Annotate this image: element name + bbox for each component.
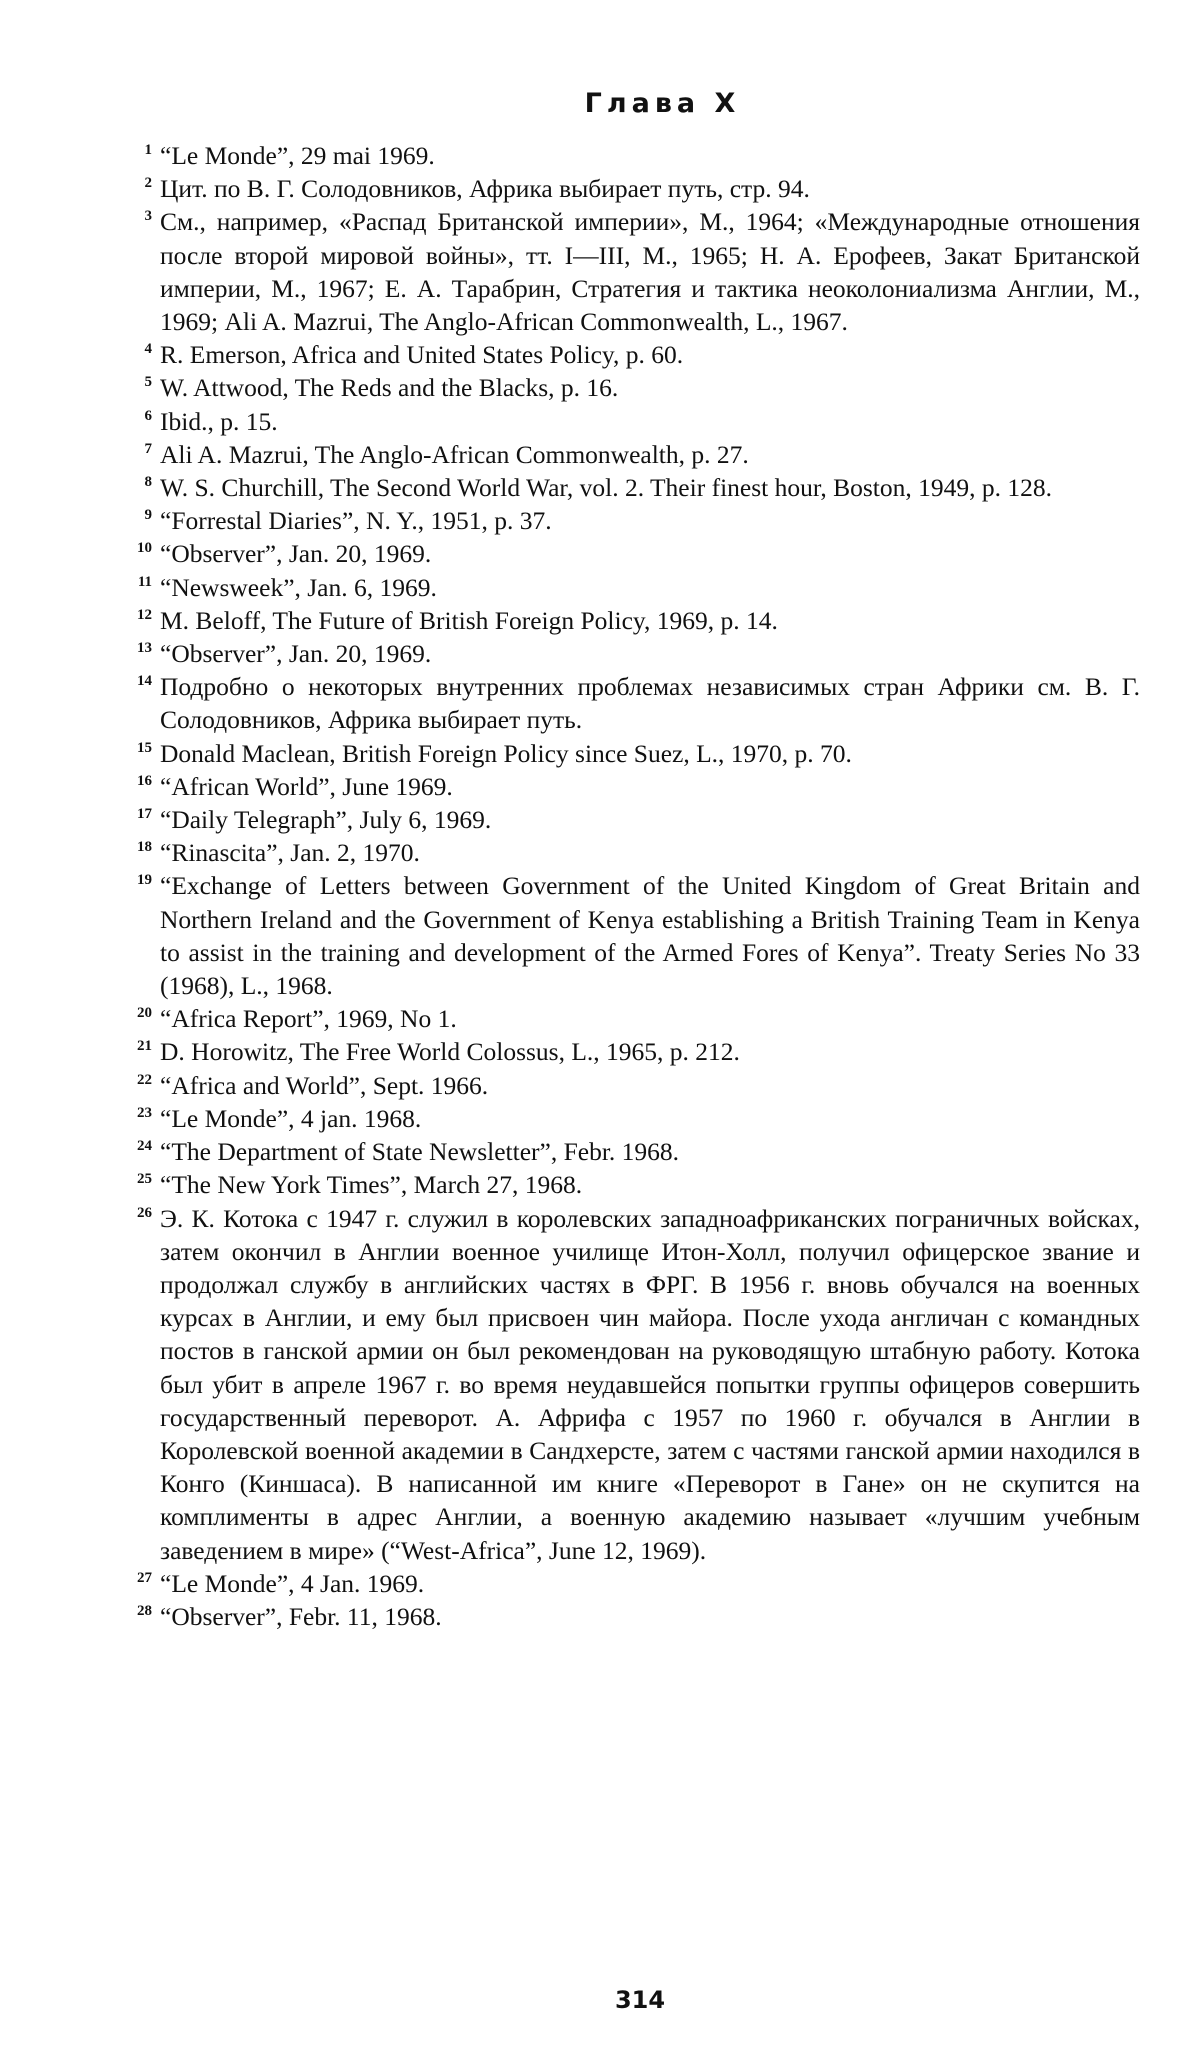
footnote-number: 25 xyxy=(137,1171,152,1188)
footnote xyxy=(137,1135,1140,1168)
footnote-number: 16 xyxy=(137,772,152,789)
footnote xyxy=(137,637,1140,670)
footnote xyxy=(137,869,1140,1002)
footnote xyxy=(137,1600,1140,1633)
footnote-number: 19 xyxy=(137,872,152,889)
footnote-number: 27 xyxy=(137,1569,152,1586)
footnote-number: 6 xyxy=(144,407,152,424)
footnote-text: “The Department of State Newsletter”, Febr. 1968. xyxy=(160,1137,680,1167)
footnote xyxy=(137,1035,1140,1068)
footnote-text: Цит. по В. Г. Солодовников, Африка выбирает путь, стр. 94. xyxy=(160,174,810,204)
footnote-text: См., например, «Распад Британской империи», М., 1964; «Международные отношения после второй мировой войны», тт. I—III, М., 1965; Н. А. Ерофеев, Закат Британской империи, М., 1967; Е. А. Тарабрин, Стратегия и тактика неоколониализма Англии, М., 1969; Ali A. Mazrui, The Anglo-African Commonwealth, L., 1967. xyxy=(160,207,1140,337)
footnote-number: 5 xyxy=(144,374,152,391)
footnote-text: “Daily Telegraph”, July 6, 1969. xyxy=(160,805,492,835)
footnote xyxy=(137,737,1140,770)
footnote xyxy=(137,537,1140,570)
footnote xyxy=(137,1002,1140,1035)
footnote-text: Ali A. Mazrui, The Anglo-African Commonwealth, p. 27. xyxy=(160,439,749,469)
footnote-number: 2 xyxy=(144,175,152,192)
footnote-text: “Africa and World”, Sept. 1966. xyxy=(160,1070,489,1100)
footnote-number: 1 xyxy=(144,142,152,158)
footnote-text: “Le Monde”, 4 Jan. 1969. xyxy=(160,1568,425,1598)
footnote-number: 8 xyxy=(144,474,152,491)
footnote xyxy=(144,371,1140,404)
footnote xyxy=(137,1168,1140,1201)
footnote-number: 17 xyxy=(137,806,152,823)
footnote xyxy=(137,770,1140,803)
footnote-text: “Observer”, Febr. 11, 1968. xyxy=(160,1601,442,1631)
footnote-number: 24 xyxy=(137,1138,152,1155)
footnote xyxy=(137,604,1140,637)
footnote xyxy=(137,670,1140,736)
footnote xyxy=(137,803,1140,836)
page-number: 314 xyxy=(614,1986,666,2014)
footnote-text: “Newsweek”, Jan. 6, 1969. xyxy=(160,572,437,602)
footnote-text: Подробно о некоторых внутренних проблемах независимых стран Африки см. В. Г. Солодовников, Африка выбирает путь. xyxy=(160,672,1140,735)
footnote xyxy=(144,338,1140,371)
footnote-number: 28 xyxy=(137,1602,152,1619)
footnote xyxy=(137,1567,1140,1600)
footnote-text: “Observer”, Jan. 20, 1969. xyxy=(160,539,432,569)
footnote-text: D. Horowitz, The Free World Colossus, L., 1965, p. 212. xyxy=(160,1037,740,1067)
footnote-number: 22 xyxy=(137,1071,152,1088)
footnote xyxy=(144,504,1140,537)
footnote xyxy=(137,1202,1140,1567)
footnote xyxy=(144,139,1140,172)
footnote-number: 14 xyxy=(137,673,152,690)
footnote-number: 4 xyxy=(144,341,152,358)
footnote-text: W. S. Churchill, The Second World War, vol. 2. Their finest hour, Boston, 1949, p. 128. xyxy=(160,473,1052,503)
footnote-text: “Africa Report”, 1969, No 1. xyxy=(160,1004,457,1034)
footnote-number: 13 xyxy=(137,640,152,657)
footnote-text: “Forrestal Diaries”, N. Y., 1951, p. 37. xyxy=(160,506,552,536)
footnote xyxy=(144,205,1140,338)
footnote-text: “Rinascita”, Jan. 2, 1970. xyxy=(160,838,420,868)
footnote-text: W. Attwood, The Reds and the Blacks, p. 16. xyxy=(160,373,619,403)
footnote-text: “African World”, June 1969. xyxy=(160,771,453,801)
footnote-text: Э. К. Котока с 1947 г. служил в королевских западноафриканских пограничных войсках, затем окончил в Англии военное училище Итон-Холл, получил офицерское звание и продолжал службу в английских частях в ФРГ. В 1956 г. вновь обучался на военных курсах в Англии, и ему был присвоен чин майора. После ухода англичан с командных постов в ганской армии он был рекомендован на руководящую штабную работу. Котока был убит в апреле 1967 г. во время неудавшейся попытки группы офицеров совершить государственный переворот. А. Африфа с 1957 по 1960 г. обучался в Англии в Королевской военной академии в Сандхерсте, затем с частями ганской армии находился в Конго (Киншаса). В написанной им книге «Переворот в Гане» он не скупится на комплименты в адрес Англии, а военную академию называет «лучшим учебным заведением в мире» (“West-Africa”, June 12, 1969). xyxy=(160,1203,1140,1565)
footnote xyxy=(144,438,1140,471)
footnote-number: 18 xyxy=(137,839,152,856)
footnote-text: M. Beloff, The Future of British Foreign Policy, 1969, p. 14. xyxy=(160,605,778,635)
footnote-number: 12 xyxy=(137,606,152,623)
footnote-number: 10 xyxy=(137,540,152,557)
footnote-text: “Le Monde”, 4 jan. 1968. xyxy=(160,1103,422,1133)
footnote-text: “Exchange of Letters between Government of the United Kingdom of Great Britain and Northern Ireland and the Government of Kenya establishing a British Training Team in Kenya to assist in the training and development of the Armed Fores of Kenya”. Treaty Series No 33 (1968), L., 1968. xyxy=(160,871,1140,1001)
footnote-number: 21 xyxy=(137,1038,152,1055)
footnote-number: 3 xyxy=(144,208,152,225)
footnote xyxy=(137,571,1140,604)
footnote-text: R. Emerson, Africa and United States Policy, p. 60. xyxy=(160,340,684,370)
footnote-number: 15 xyxy=(137,739,152,756)
footnote xyxy=(137,836,1140,869)
footnote-number: 11 xyxy=(137,573,152,590)
footnote xyxy=(144,471,1140,504)
footnote-list xyxy=(137,139,1140,1633)
footnote-number: 23 xyxy=(137,1104,152,1121)
page xyxy=(137,88,1140,2014)
footnote-text: Ibid., p. 15. xyxy=(160,406,278,436)
footnote-text: “Le Monde”, 29 mai 1969. xyxy=(160,141,435,170)
footnote-text: “The New York Times”, March 27, 1968. xyxy=(160,1170,583,1200)
footnote xyxy=(137,1069,1140,1102)
footnote-text: Donald Maclean, British Foreign Policy since Suez, L., 1970, p. 70. xyxy=(160,738,852,768)
chapter-title: Глава X xyxy=(584,88,741,119)
footnote-number: 9 xyxy=(144,507,152,524)
footnote-number: 26 xyxy=(137,1204,152,1221)
footnote-text: “Observer”, Jan. 20, 1969. xyxy=(160,639,432,669)
footnote xyxy=(137,1102,1140,1135)
footnote-number: 20 xyxy=(137,1005,152,1022)
footnote-number: 7 xyxy=(144,440,152,457)
footnote xyxy=(144,172,1140,205)
footnote xyxy=(144,405,1140,438)
